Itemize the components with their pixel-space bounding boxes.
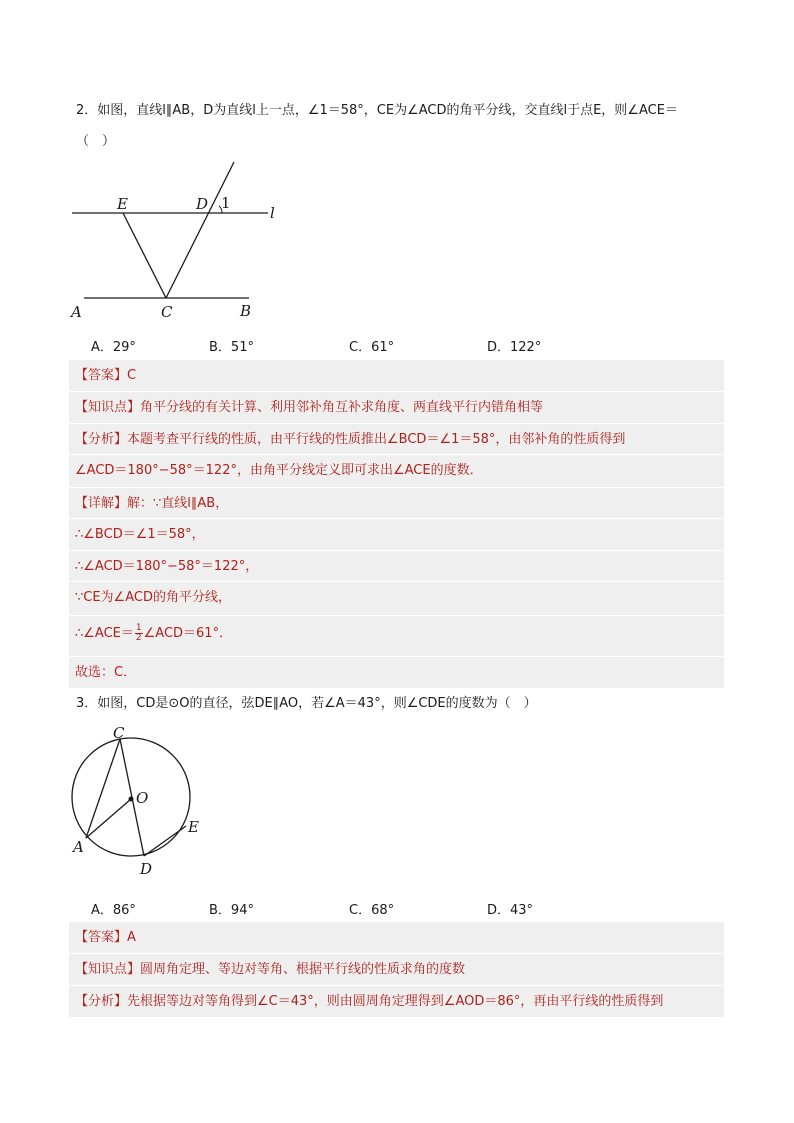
detail-text-5-suffix: ∠ACD＝61°． bbox=[143, 626, 233, 641]
detail-text-2: ∴∠BCD＝∠1＝58°， bbox=[75, 527, 205, 542]
label-d: D bbox=[140, 860, 153, 878]
option-b[interactable]: B．51° bbox=[209, 340, 254, 355]
analysis-row bbox=[69, 423, 724, 454]
analysis-tag: 【分析】 bbox=[75, 994, 128, 1009]
detail-row bbox=[69, 487, 724, 518]
question-2-stem-continued: （ ） bbox=[76, 134, 116, 149]
choice-text: 故选：C． bbox=[75, 665, 137, 680]
label-o: O bbox=[136, 789, 149, 807]
label-b: B bbox=[240, 302, 252, 320]
analysis-tag: 【分析】 bbox=[75, 432, 128, 447]
analysis-row bbox=[69, 985, 724, 1016]
label-e: E bbox=[188, 818, 199, 836]
label-l: l bbox=[270, 204, 275, 222]
detail-row-5 bbox=[69, 615, 724, 651]
analysis-text-2: ∠ACD＝180°−58°＝122°，由角平分线定义即可求出∠ACE的度数． bbox=[75, 463, 483, 478]
detail-text-4: ∵CE为∠ACD的角平分线， bbox=[75, 590, 231, 605]
question-3-figure bbox=[66, 722, 216, 882]
detail-row-4 bbox=[69, 581, 724, 612]
segment-ec bbox=[123, 213, 166, 298]
knowledge-text: 角平分线的有关计算、利用邻补角互补求角度、两直线平行内错角相等 bbox=[140, 400, 544, 415]
knowledge-tag: 【知识点】 bbox=[75, 962, 141, 977]
knowledge-row bbox=[69, 391, 724, 422]
center-point-o bbox=[129, 797, 134, 802]
option-c[interactable]: C．61° bbox=[349, 340, 395, 355]
label-a: A bbox=[71, 303, 82, 321]
fraction-denominator: 2 bbox=[135, 633, 142, 643]
analysis-text: 本题考查平行线的性质，由平行线的性质推出∠BCD＝∠1＝58°，由邻补角的性质得到 bbox=[127, 432, 626, 447]
label-a: A bbox=[73, 838, 84, 856]
knowledge-tag: 【知识点】 bbox=[75, 400, 141, 415]
answer-row bbox=[69, 922, 724, 953]
question-2-solution-panel bbox=[69, 360, 724, 688]
fraction-numerator: 1 bbox=[135, 623, 142, 633]
detail-text-1: 解：∵直线l∥AB， bbox=[127, 496, 229, 511]
analysis-row-2 bbox=[69, 454, 724, 485]
fraction-one-half bbox=[135, 624, 143, 643]
analysis-text: 先根据等边对等角得到∠C＝43°，则由圆周角定理得到∠AOD＝86°，再由平行线的性质得到 bbox=[127, 994, 664, 1009]
option-c[interactable]: C．68° bbox=[349, 903, 395, 918]
label-d: D bbox=[196, 195, 209, 213]
label-angle-1: 1 bbox=[221, 194, 231, 212]
label-e: E bbox=[117, 195, 128, 213]
question-2-stem: 2．如图，直线l∥AB，D为直线l上一点，∠1＝58°，CE为∠ACD的角平分线，交直线l于点E，则∠ACE＝ bbox=[76, 103, 678, 118]
knowledge-row bbox=[69, 953, 724, 984]
detail-text-5-prefix: ∴∠ACE＝ bbox=[75, 626, 134, 641]
option-b[interactable]: B．94° bbox=[209, 903, 254, 918]
option-d[interactable]: D．43° bbox=[487, 903, 534, 918]
question-3-solution-panel bbox=[69, 922, 724, 1017]
option-a[interactable]: A．86° bbox=[91, 903, 136, 918]
label-c: C bbox=[113, 724, 125, 742]
chord-de bbox=[144, 826, 186, 856]
option-d[interactable]: D．122° bbox=[487, 340, 542, 355]
choice-row bbox=[69, 656, 724, 687]
answer-value: A bbox=[127, 930, 136, 945]
question-2-figure bbox=[66, 158, 296, 326]
answer-tag: 【答案】 bbox=[75, 930, 128, 945]
answer-tag: 【答案】 bbox=[75, 368, 128, 383]
detail-tag: 【详解】 bbox=[75, 496, 128, 511]
answer-value: C bbox=[127, 368, 137, 383]
option-a[interactable]: A．29° bbox=[91, 340, 136, 355]
detail-text-3: ∴∠ACD＝180°−58°＝122°， bbox=[75, 559, 259, 574]
question-3-stem: 3．如图，CD是⊙O的直径，弦DE∥AO，若∠A＝43°，则∠CDE的度数为（ ） bbox=[76, 696, 537, 711]
knowledge-text: 圆周角定理、等边对等角、根据平行线的性质求角的度数 bbox=[140, 962, 466, 977]
answer-row bbox=[69, 360, 724, 391]
detail-row-3 bbox=[69, 550, 724, 581]
label-c: C bbox=[161, 303, 173, 321]
detail-row-2 bbox=[69, 518, 724, 549]
ray-cd bbox=[166, 162, 234, 298]
